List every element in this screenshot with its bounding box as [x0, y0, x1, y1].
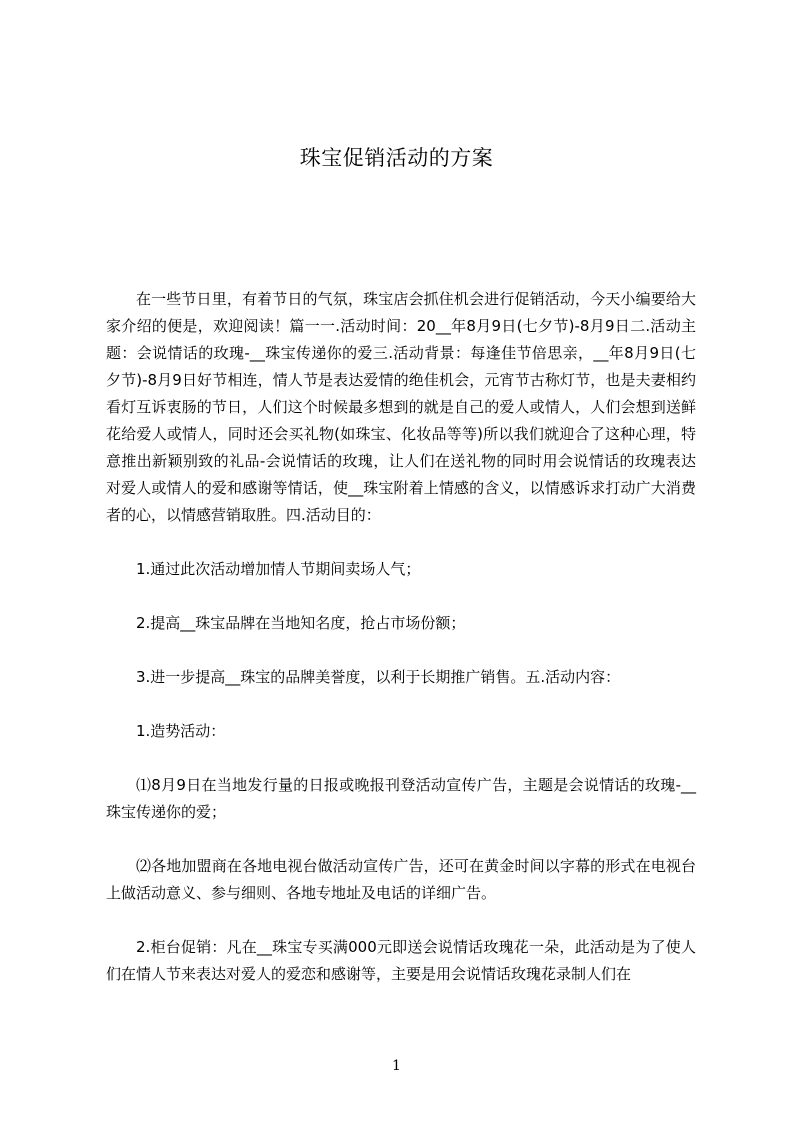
objective-item-2: 2.提高__珠宝品牌在当地知名度，抢占市场份额；: [136, 614, 466, 632]
objective-item-1: 1.通过此次活动增加情人节期间卖场人气；: [136, 560, 421, 578]
intro-paragraph: 在一些节日里，有着节日的气氛，珠宝店会抓住机会进行促销活动，今天小编要给大家介绍的便是，欢迎阅读！篇一一.活动时间：20__年8月9日(七夕节)-8月9日二.活动主题：会说情话的玫瑰-__珠宝传递你的爱三.活动背景：每逢佳节倍思亲，__年8月9日(七夕节)-8月9日好节相连，情人节是表达爱情的绝佳机会，元宵节古称灯节，也是夫妻相约看灯互诉衷肠的节日，人们这个时候最多想到的就是自己的爱人或情人，人们会想到送鲜花给爱人或情人，同时还会买礼物(如珠宝、化妆品等等)所以我们就迎合了这种心理，特意推出新颖别致的礼品-会说情话的玫瑰，让人们在送礼物的同时用会说情话的玫瑰表达对爱人或情人的爱和感谢等情话，使__珠宝附着上情感的含义，以情感诉求打动广大消费者的心，以情感营销取胜。四.活动目的：: [106, 290, 696, 524]
objective-item-3: 3.进一步提高__珠宝的品牌美誉度，以利于长期推广销售。五.活动内容：: [136, 668, 621, 686]
activity-heading-1: 1.造势活动：: [136, 722, 226, 740]
document-body: [106, 286, 696, 988]
document-title: 珠宝促销活动的方案: [299, 146, 494, 170]
activity-subitem-1: ⑴8月9日在当地发行量的日报或晚报刊登活动宣传广告，主题是会说情话的玫瑰-__珠宝传递你的爱；: [106, 776, 696, 821]
counter-promotion-paragraph: 2.柜台促销：凡在__珠宝专买满000元即送会说情话玫瑰花一朵，此活动是为了使人们在情人节来表达对爱人的爱恋和感谢等，主要是用会说情话玫瑰花录制人们在: [106, 938, 696, 983]
activity-subitem-2: ⑵各地加盟商在各地电视台做活动宣传广告，还可在黄金时间以字幕的形式在电视台上做活动意义、参与细则、各地专地址及电话的详细广告。: [106, 857, 696, 902]
page-number: 1: [392, 1058, 401, 1074]
